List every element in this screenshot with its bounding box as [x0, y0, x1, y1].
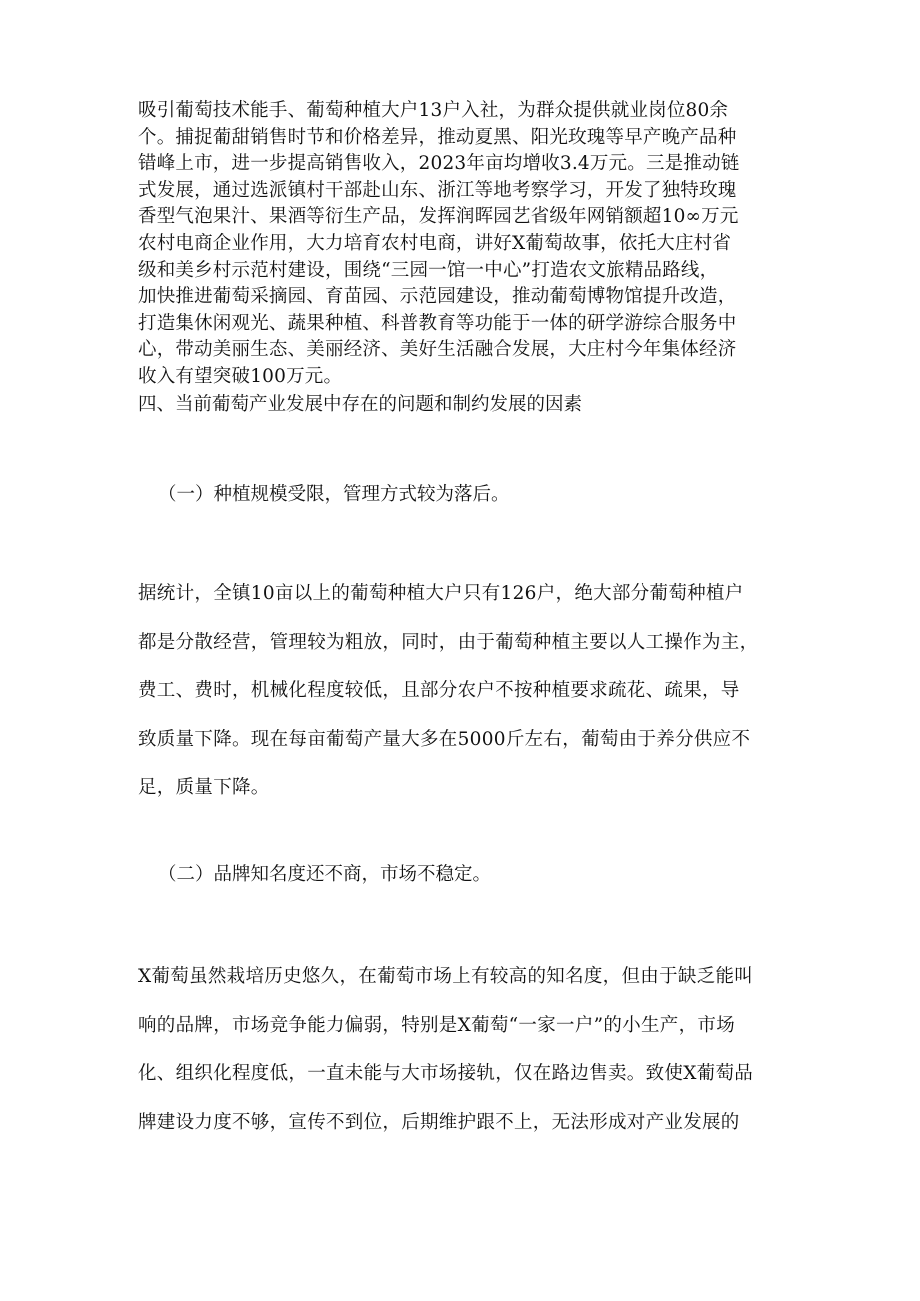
subheading-2: （二）品牌知名度还不商，市场不稳定。: [158, 864, 492, 885]
section-heading: 四、当前葡萄产业发展中存在的问题和制约发展的因素: [138, 394, 583, 415]
subheading-1: （一）种植规模受限，管理方式较为落后。: [158, 484, 510, 505]
intro-paragraph: 吸引葡萄技术能手、葡萄种植大户13户入社，为群众提供就业岗位80余 个。捕捉葡甜销售时节和价格差异，推动夏黑、阳光玫瑰等早产晚产品种 错峰上市，进一步提高销售收入，2023年亩均增收3.4万元。三是推动链 式发展，通过选派镇村干部赴山东、浙江等地考察学习，开发了独特玫瑰 香型气泡果汁、果酒等衍生产品，发挥润晖园艺省级年网销额超10∞万元 农村电商企业作用，大力培育农村电商，讲好X葡萄故事，依托大庄村省 级和美乡村示范村建设，围绕“三园一馆一中心”打造农文旅精品路线， 加快推进葡萄采摘园、育苗园、示范园建设，推动葡萄博物馆提升改造， 打造集休闲观光、蔬果种植、科普教育等功能于一体的研学游综合服务中 心，带动美丽生态、美丽经济、美好生活融合发展，大庄村今年集体经济 收入有望突破100万元。: [138, 100, 740, 387]
body-paragraph-2: X葡萄虽然栽培历史悠久，在葡萄市场上有较高的知名度，但由于缺乏能叫 响的品牌，市场竞争能力偏弱，特别是X葡萄“一家一户”的小生产，市场 化、组织化程度低，一直未能与大市场接轨，仅在路边售卖。致使X葡萄品 牌建设力度不够，宣传不到位，后期维护跟不上，无法形成对产业发展的: [138, 966, 754, 1133]
body-paragraph-1: 据统计，全镇10亩以上的葡萄种植大户只有126户，绝大部分葡萄种植户 都是分散经营，管理较为粗放，同时，由于葡萄种植主要以人工操作为主， 费工、费时，机械化程度较低，且部分农户不按种植要求疏花、疏果，导 致质量下降。现在每亩葡萄产量大多在5000斤左右，葡萄由于养分供应不 足，质量下降。: [138, 583, 759, 799]
